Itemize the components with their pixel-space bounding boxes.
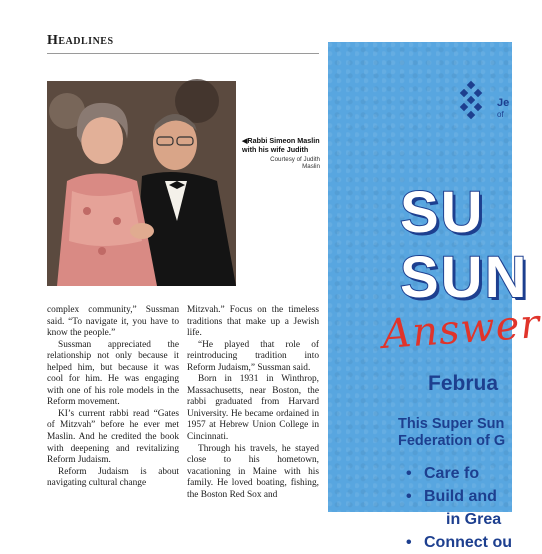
section-title: Headlines xyxy=(47,33,114,48)
article-column-1 xyxy=(47,305,179,490)
promo-ad-page xyxy=(328,42,542,551)
bullet-text: Connect ou xyxy=(424,534,512,551)
paragraph: Through his travels, he stayed close to his hometown, vacationing in Maine with his family. He loved boating, fishing, the Boston Red Sox and xyxy=(187,443,319,500)
section-divider xyxy=(47,53,319,54)
paragraph: Sussman appreciated the relationship not only because it helped him, but because it was cool for him. He was engaging with one of his role models in the Reform movement. xyxy=(47,339,179,408)
promo-body-line: This Super Sun xyxy=(398,416,505,432)
paragraph: Born in 1931 in Winthrop, Massachusetts, near Boston, the rabbi graduated from Harvard University. He became ordained in 1957 at Hebrew Union College in Cincinnati. xyxy=(187,374,319,443)
photo-credit: Courtesy of Judith xyxy=(270,155,320,163)
photo-caption xyxy=(242,137,320,171)
paragraph: Mitzvah.” Focus on the timeless traditions that make up a Jewish life. xyxy=(187,305,319,339)
bullet-text: Care fo xyxy=(424,465,480,482)
bullet-text: in Grea xyxy=(446,511,502,528)
bullet-item-continued xyxy=(406,508,512,531)
bullet-item: • Connect ou xyxy=(406,534,512,551)
paragraph: complex community,” Sussman said. “To navigate it, you have to know the people.” xyxy=(47,305,179,339)
promo-title-line-1: SU xyxy=(400,180,485,245)
promo-bullets xyxy=(406,462,512,554)
promo-date: Februa xyxy=(428,372,499,395)
caption-text: Rabbi Simeon Maslin with his wife Judith xyxy=(242,136,320,155)
promo-body xyxy=(398,416,505,450)
logo-subtext: of xyxy=(497,110,504,119)
bullet-item: • Care fo xyxy=(406,465,480,482)
article-photo xyxy=(47,81,236,286)
article-column-2 xyxy=(187,305,319,501)
promo-title-line-2: SUN xyxy=(400,245,529,310)
photo-credit-2: Maslin xyxy=(302,163,320,171)
promo-script-text: Answer xyxy=(380,301,542,358)
federation-logo-icon xyxy=(457,82,485,122)
bullet-text: Build and xyxy=(424,488,497,505)
paragraph: Reform Judaism is about navigating cultural change xyxy=(47,466,179,489)
paragraph: “He played that role of reintroducing tradition into Reform Judaism,” Sussman said. xyxy=(187,339,319,373)
logo-text: Je xyxy=(497,97,510,109)
paragraph: KI’s current rabbi read “Gates of Mitzvah” before he ever met Maslin. And he credited the book with deepening and revitalizing Reform Judaism. xyxy=(47,408,179,466)
caption-arrow-icon: ◀ xyxy=(242,138,248,145)
promo-body-line: Federation of G xyxy=(398,433,506,449)
bullet-item: • Build and xyxy=(406,488,497,505)
